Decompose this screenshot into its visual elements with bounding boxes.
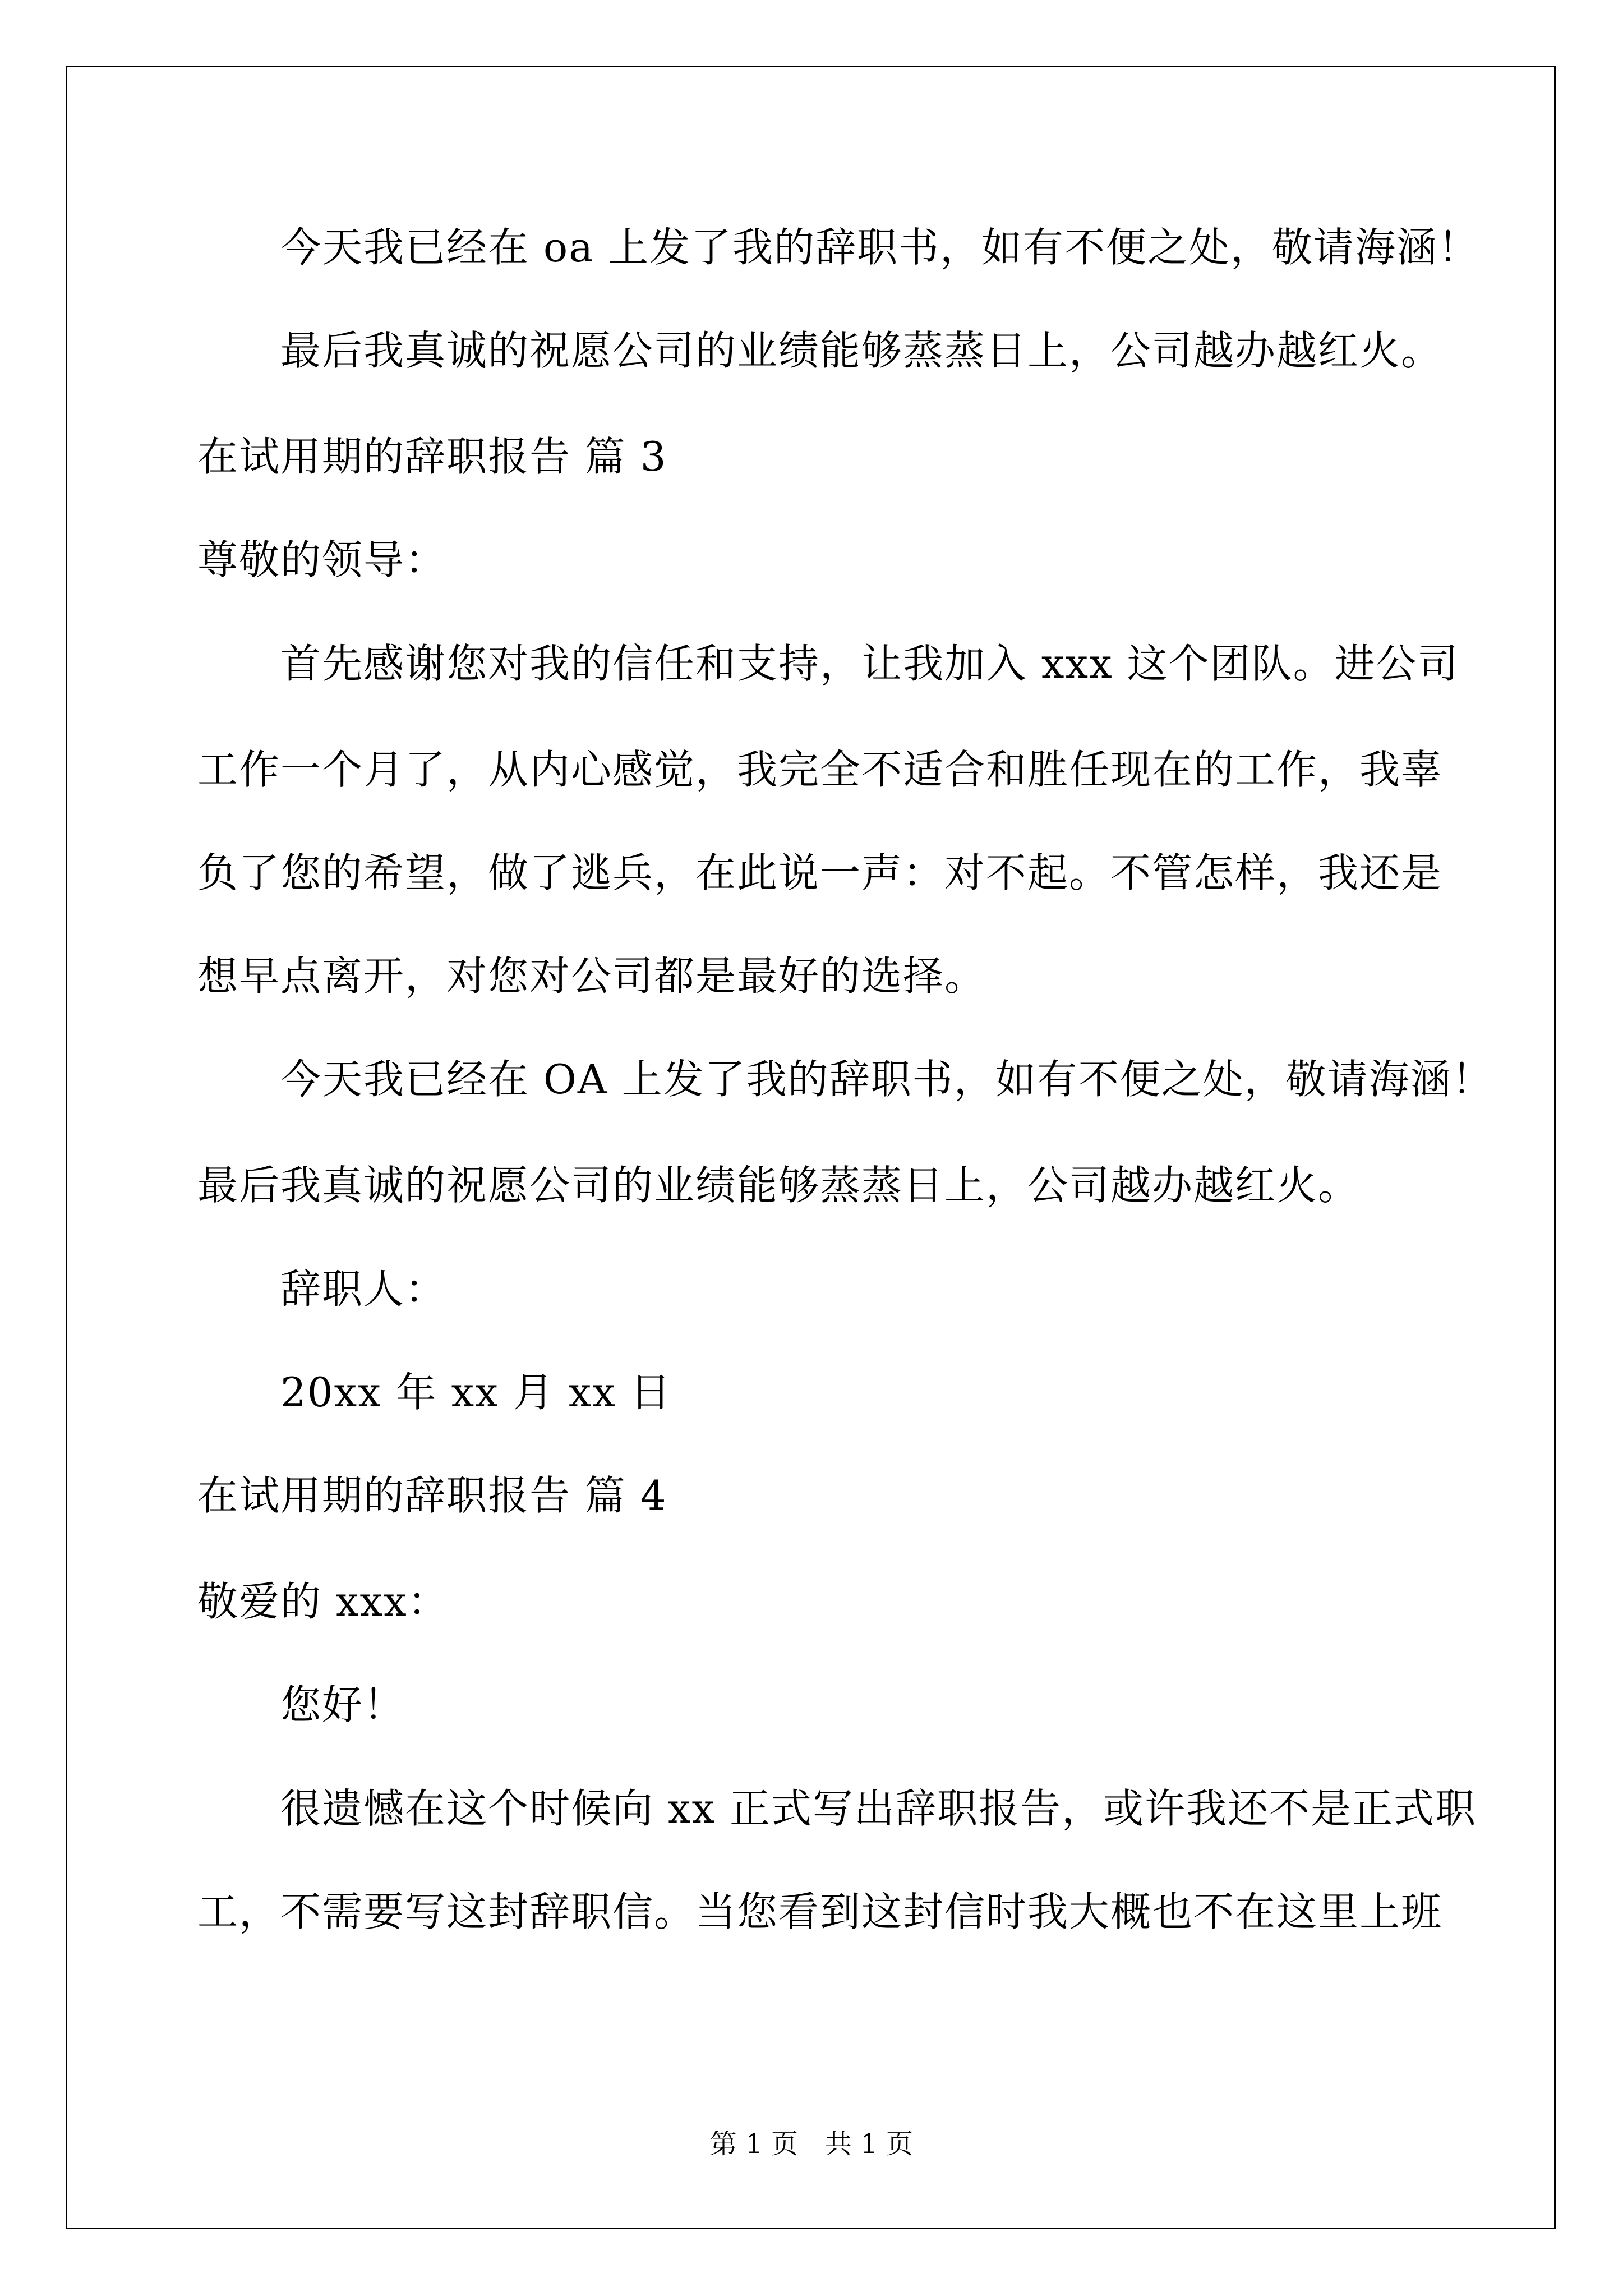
- salutation: 尊敬的领导：: [197, 536, 447, 583]
- paragraph-line: 今天我已经在 OA 上发了我的辞职书，如有不便之处，敬请海涵！: [280, 1056, 1493, 1103]
- paragraph-line: 工作一个月了，从内心感觉，我完全不适合和胜任现在的工作，我辜: [197, 746, 1443, 793]
- greeting: 您好！: [280, 1681, 405, 1728]
- page-footer: 第 1 页 共 1 页: [709, 2128, 914, 2160]
- paragraph-line: 首先感谢您对我的信任和支持，让我加入 xxx 这个团队。进公司: [280, 640, 1459, 687]
- section-heading: 在试用期的辞职报告 篇 4: [197, 1472, 667, 1519]
- paragraph-line: 想早点离开，对您对公司都是最好的选择。: [197, 953, 986, 1000]
- paragraph-line: 工，不需要写这封辞职信。当您看到这封信时我大概也不在这里上班: [197, 1888, 1443, 1935]
- paragraph-line: 最后我真诚的祝愿公司的业绩能够蒸蒸日上，公司越办越红火。: [197, 1162, 1360, 1209]
- section-heading: 在试用期的辞职报告 篇 3: [197, 433, 667, 480]
- signature-label: 辞职人：: [280, 1266, 447, 1313]
- paragraph-line: 最后我真诚的祝愿公司的业绩能够蒸蒸日上，公司越办越红火。: [280, 327, 1443, 374]
- salutation: 敬爱的 xxx：: [197, 1578, 449, 1625]
- paragraph-line: 负了您的希望，做了逃兵，在此说一声：对不起。不管怎样，我还是: [197, 849, 1443, 896]
- paragraph-line: 今天我已经在 oa 上发了我的辞职书，如有不便之处，敬请海涵！: [280, 224, 1480, 271]
- paragraph-line: 很遗憾在这个时候向 xx 正式写出辞职报告，或许我还不是正式职: [280, 1785, 1477, 1832]
- date-line: 20xx 年 xx 月 xx 日: [280, 1369, 672, 1416]
